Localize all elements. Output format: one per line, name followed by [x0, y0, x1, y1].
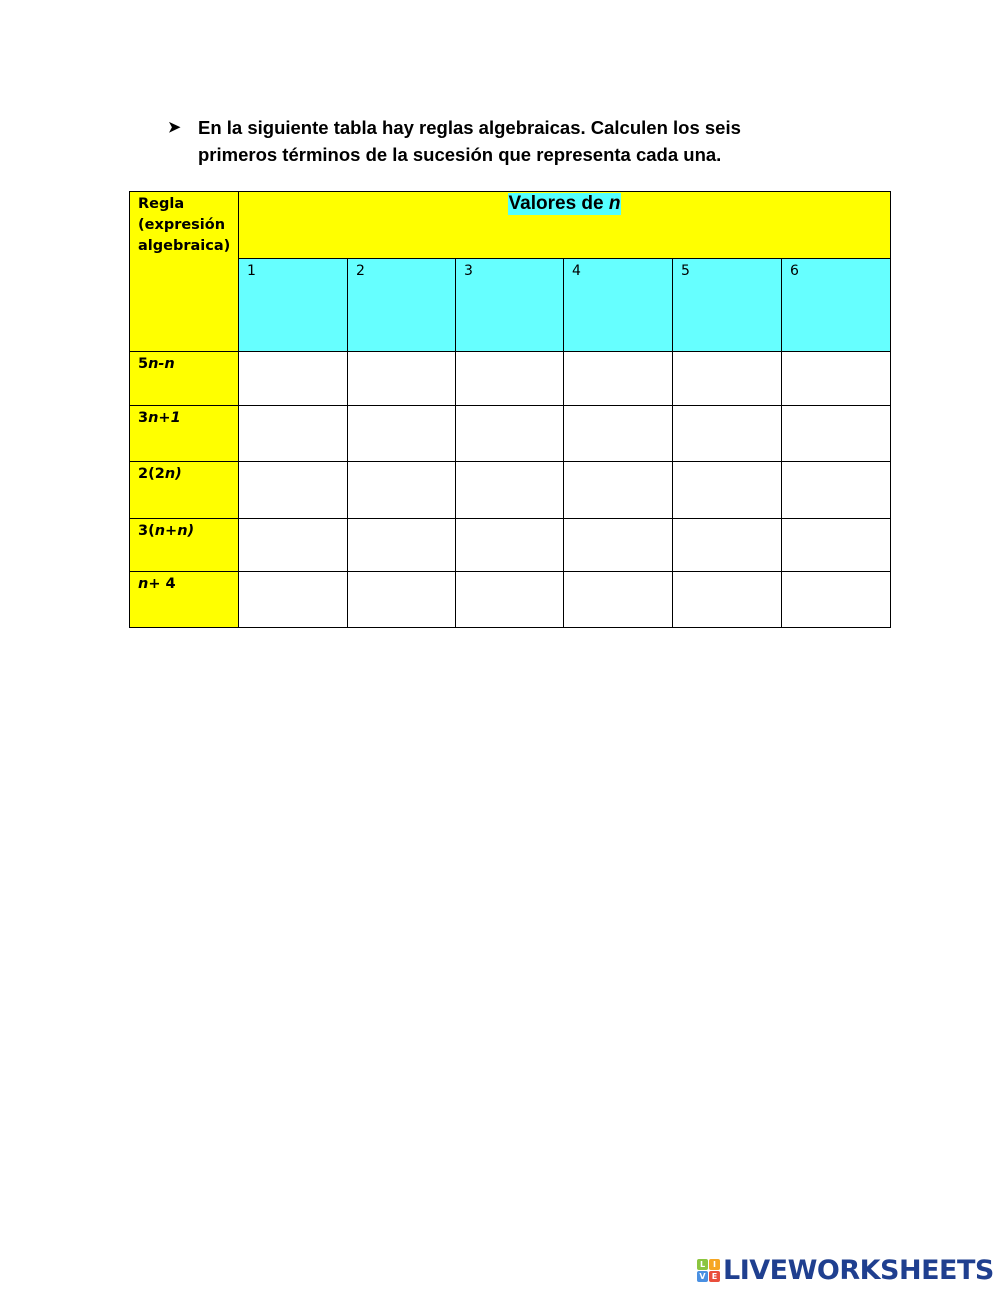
rule-expression-part: 5 — [138, 356, 149, 372]
answer-cell[interactable] — [564, 406, 673, 462]
liveworksheets-logo — [697, 1254, 994, 1286]
n-value-header-cell: 5 — [673, 259, 782, 352]
logo-badge-letter: L — [697, 1259, 708, 1270]
rule-expression-part: n+n) — [154, 523, 195, 539]
rule-column-header — [130, 192, 239, 352]
rule-expression-cell — [130, 406, 239, 462]
rule-header-line: (expresión — [138, 217, 226, 233]
rule-expression-part: + 4 — [148, 576, 176, 592]
answer-cell[interactable] — [348, 572, 456, 628]
instruction-text — [168, 114, 808, 168]
rule-expression-part: n — [138, 576, 149, 592]
instruction-line-2: primeros términos de la sucesión que representa cada una. — [198, 144, 722, 165]
answer-cell[interactable] — [456, 519, 564, 572]
answer-cell[interactable] — [348, 462, 456, 519]
answer-cell[interactable] — [782, 572, 891, 628]
answer-cell[interactable] — [673, 406, 782, 462]
rule-row — [130, 572, 891, 628]
answer-cell[interactable] — [782, 406, 891, 462]
answer-cell[interactable] — [348, 406, 456, 462]
answer-cell[interactable] — [239, 572, 348, 628]
values-title-variable: n — [608, 193, 621, 214]
answer-cell[interactable] — [782, 462, 891, 519]
answer-cell[interactable] — [456, 462, 564, 519]
answer-cell[interactable] — [348, 352, 456, 406]
answer-cell[interactable] — [456, 352, 564, 406]
n-value-header-cell: 6 — [782, 259, 891, 352]
answer-cell[interactable] — [239, 406, 348, 462]
answer-cell[interactable] — [239, 519, 348, 572]
answer-cell[interactable] — [782, 519, 891, 572]
answer-cell[interactable] — [239, 462, 348, 519]
instruction-line-1: En la siguiente tabla hay reglas algebraicas. Calculen los seis — [198, 117, 741, 138]
answer-cell[interactable] — [673, 352, 782, 406]
logo-text: LIVEWORKSHEETS — [723, 1254, 994, 1286]
answer-cell[interactable] — [673, 572, 782, 628]
rule-expression-cell — [130, 572, 239, 628]
answer-cell[interactable] — [456, 406, 564, 462]
rule-expression-part: n+1 — [148, 410, 181, 426]
n-value-header-cell: 2 — [348, 259, 456, 352]
rule-expression-cell — [130, 462, 239, 519]
n-value-header-cell: 4 — [564, 259, 673, 352]
arrowhead-bullet-icon: ➤ — [168, 119, 181, 136]
rule-expression-part: 3( — [138, 523, 155, 539]
rule-expression-part: n) — [164, 466, 182, 482]
n-value-header-cell: 1 — [239, 259, 348, 352]
answer-cell[interactable] — [673, 519, 782, 572]
values-of-n-title — [508, 193, 622, 215]
n-value-header-cell: 3 — [456, 259, 564, 352]
answer-cell[interactable] — [564, 462, 673, 519]
rule-row — [130, 352, 891, 406]
rule-expression-part: 3 — [138, 410, 149, 426]
rule-expression-part: n-n — [148, 356, 175, 372]
rules-table — [129, 191, 891, 628]
answer-cell[interactable] — [564, 519, 673, 572]
logo-badge-letter: I — [709, 1259, 720, 1270]
n-values-row — [130, 259, 891, 352]
values-of-n-header — [239, 192, 891, 259]
answer-cell[interactable] — [782, 352, 891, 406]
answer-cell[interactable] — [456, 572, 564, 628]
answer-cell[interactable] — [673, 462, 782, 519]
rule-expression-cell — [130, 352, 239, 406]
rule-row — [130, 406, 891, 462]
rule-row — [130, 462, 891, 519]
rule-header-line: algebraica) — [138, 238, 231, 254]
rule-expression-cell — [130, 519, 239, 572]
answer-cell[interactable] — [564, 572, 673, 628]
answer-cell[interactable] — [348, 519, 456, 572]
logo-badge-letter: V — [697, 1271, 708, 1282]
rule-expression-part: 2(2 — [138, 466, 165, 482]
rule-header-line: Regla — [138, 196, 185, 212]
logo-badge-icon — [697, 1259, 720, 1282]
values-title-text: Valores de — [508, 193, 609, 214]
logo-badge-letter: E — [709, 1271, 720, 1282]
rule-row — [130, 519, 891, 572]
answer-cell[interactable] — [564, 352, 673, 406]
answer-cell[interactable] — [239, 352, 348, 406]
